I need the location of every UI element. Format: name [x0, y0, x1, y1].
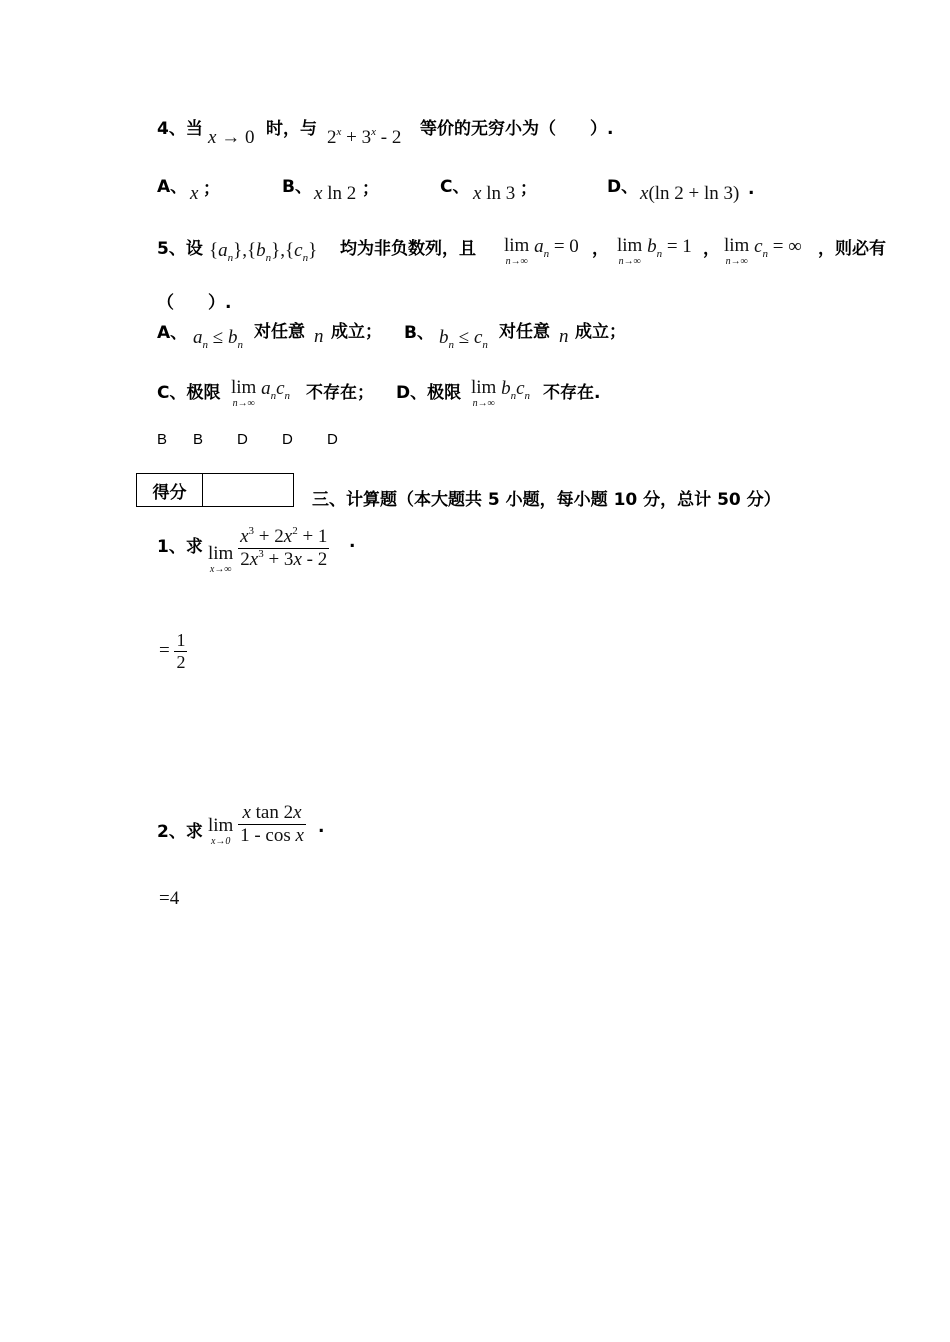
q5-limit-b-math: lim n→∞ $b_n = 1$ [617, 235, 692, 267]
calc2-lim-word: lim [208, 815, 234, 836]
q5-tail-text: ，则必有 [818, 239, 886, 259]
q5-comma-1: ， [592, 239, 609, 259]
q5-option-c-math: lim n→∞ $a_nc_n$ [231, 377, 291, 409]
calc1-numerator: $x^3 + 2x^2 + 1$ [240, 525, 328, 547]
calc2-numerator: x tan 2x [242, 802, 302, 823]
calc2-expression [208, 802, 306, 847]
calc2-answer: =4 [159, 888, 180, 909]
calc1-denominator: $2x^3 + 3x - 2$ [240, 548, 328, 570]
calc1-lim-word: lim [208, 543, 234, 564]
q4-condition-math: x → 0 [208, 127, 255, 148]
answer-2: B [193, 431, 204, 448]
score-box [136, 473, 294, 507]
calc1-answer: = $\frac{1}{2}$ [159, 630, 186, 672]
q5-option-c-label: C、极限 [157, 383, 221, 403]
section-3-title: 三、计算题（本大题共 5 小题，每小题 10 分，总计 50 分） [312, 490, 781, 510]
q5-comma-2: ， [703, 239, 720, 259]
calc1-label: 1、求 [157, 537, 203, 557]
q4-suffix: 等价的无穷小为（ ）. [420, 119, 614, 139]
calc1-expression [208, 526, 329, 575]
score-cell[interactable] [203, 474, 293, 506]
calc2-denominator: 1 - cos x [240, 825, 304, 846]
q5-prefix: 5、设 [157, 239, 203, 259]
q4-prefix: 4、当 [157, 119, 203, 139]
answer-1: B [157, 431, 168, 448]
q4-option-b-label: B、 [282, 177, 312, 197]
calc1-lim-under: x→∞ [209, 564, 232, 575]
calc2-end: . [318, 817, 325, 837]
q5-option-c-text: 不存在； [306, 383, 374, 403]
q5-mid-text: 均为非负数列，且 [340, 239, 476, 259]
q4-option-c-label: C、 [440, 177, 470, 197]
q4-option-a-label: A、 [157, 177, 188, 197]
q5-option-b-text2: 成立； [575, 322, 626, 342]
q4-mid-text: 时，与 [266, 119, 317, 139]
q5-option-d-label: D、极限 [396, 383, 462, 403]
q5-option-b-text1: 对任意 [499, 322, 550, 342]
q4-option-a-end: ； [203, 179, 220, 199]
q5-option-d-math: lim n→∞ $b_nc_n$ [471, 377, 531, 409]
q4-option-d-label: D、 [607, 177, 639, 197]
q5-option-a-label: A、 [157, 323, 188, 343]
q4-expression-math: $2^x + 3^x - 2$ [327, 126, 402, 148]
q5-limit-a-math: lim n→∞ $a_n = 0$ [504, 235, 579, 267]
q5-option-a-text2: 成立； [331, 322, 382, 342]
q4-option-b-math: x ln 2 [314, 183, 357, 204]
q5-limit-c-math: lim n→∞ $c_n$ = ∞ [724, 235, 802, 267]
q5-paren: （ ）. [157, 293, 232, 313]
q4-option-a-math: x [190, 183, 199, 204]
calc1-end: . [349, 532, 356, 552]
q5-option-d-text: 不存在. [543, 383, 601, 403]
q4-option-d-math: x(ln 2 + ln 3) [640, 183, 740, 204]
q4-option-c-math: x ln 3 [473, 183, 516, 204]
answer-5: D [327, 431, 338, 448]
q4-option-d-end: . [748, 179, 755, 199]
q5-option-b-label: B、 [404, 323, 434, 343]
q5-option-a-n: n [314, 326, 324, 347]
answer-3: D [237, 431, 248, 448]
q5-option-a-math: $a_n \le b_n$ [193, 327, 243, 351]
q5-sequences-math: $\{a_n\},\{b_n\},\{c_n\}$ [209, 240, 318, 264]
calc2-lim-under: x→0 [210, 836, 231, 847]
answer-4: D [282, 431, 293, 448]
q4-option-c-end: ； [520, 179, 537, 199]
q4-option-b-end: ； [362, 179, 379, 199]
q5-option-b-math: $b_n \le c_n$ [439, 327, 488, 351]
q5-option-b-n: n [559, 326, 569, 347]
q5-option-a-text1: 对任意 [254, 322, 305, 342]
score-label: 得分 [137, 474, 203, 506]
calc2-label: 2、求 [157, 822, 203, 842]
